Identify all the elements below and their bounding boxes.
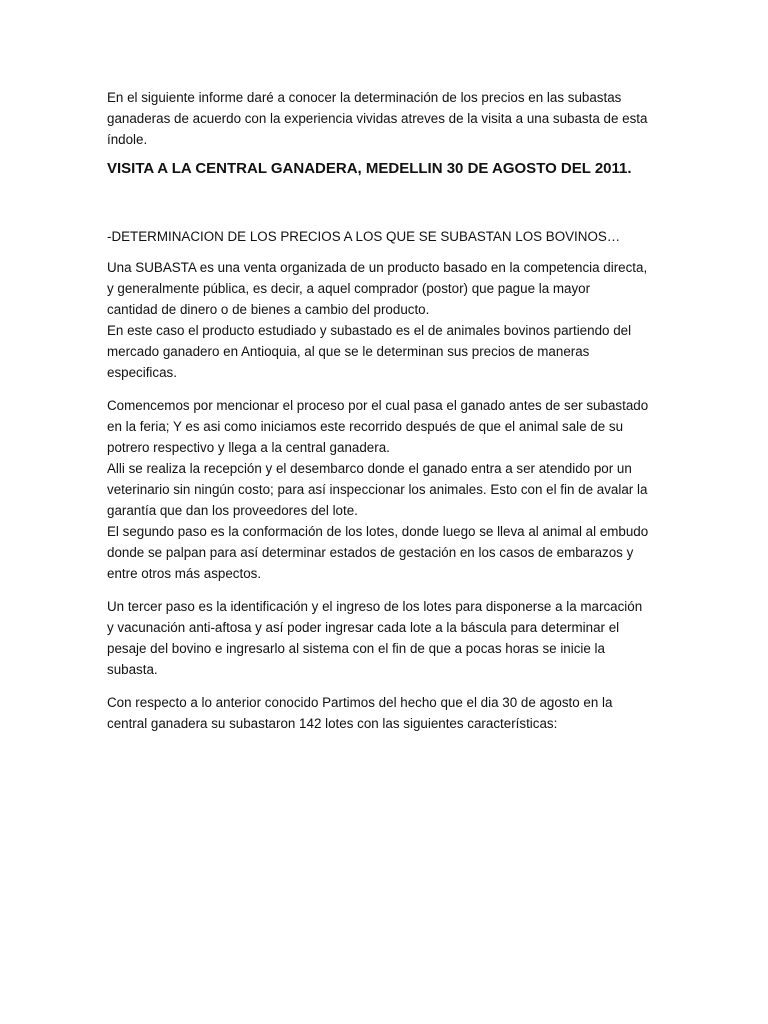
text-line: subasta. [107, 662, 158, 677]
text-line: En este caso el producto estudiado y subastado es el de animales bovinos partiendo del [107, 323, 632, 338]
text-line: El segundo paso es la conformación de los lotes, donde luego se lleva al animal al embudo [107, 524, 649, 539]
text-line: especificas. [107, 365, 177, 380]
text-line: ganaderas de acuerdo con la experiencia vividas atreves de la visita a una subasta de esta [107, 111, 648, 126]
document-page [107, 87, 667, 746]
paragraph-process [107, 395, 667, 584]
text-line: en la feria; Y es asi como iniciamos este recorrido después de que el animal sale de su [107, 419, 624, 434]
text-line: Con respecto a lo anterior conocido Partimos del hecho que el dia 30 de agosto en la [107, 695, 613, 710]
paragraph-lots [107, 692, 667, 734]
text-line: Un tercer paso es la identificación y el ingreso de los lotes para disponerse a la marcación [107, 599, 643, 614]
text-line: cantidad de dinero o de bienes a cambio del producto. [107, 302, 430, 317]
text-line: En el siguiente informe daré a conocer la determinación de los precios en las subastas [107, 90, 622, 105]
text-line: mercado ganadero en Antioquia, al que se le determinan sus precios de maneras [107, 344, 590, 359]
text-line: potrero respectivo y llega a la central ganadera. [107, 440, 390, 455]
text-line: pesaje del bovino e ingresarlo al sistema con el fin de que a pocas horas se inicie la [107, 641, 605, 656]
text-line: Una SUBASTA es una venta organizada de un producto basado en la competencia directa, [107, 260, 648, 275]
text-line: veterinario sin ningún costo; para así inspeccionar los animales. Esto con el fin de avalar la [107, 482, 648, 497]
text-line: y vacunación anti-aftosa y así poder ingresar cada lote a la báscula para determinar el [107, 620, 620, 635]
text-line: central ganadera su subastaron 142 lotes con las siguientes características: [107, 716, 558, 731]
paragraph-definition [107, 257, 667, 383]
document-heading: VISITA A LA CENTRAL GANADERA, MEDELLIN 30 DE AGOSTO DEL 2011. [107, 160, 632, 177]
text-line: y generalmente pública, es decir, a aquel comprador (postor) que pague la mayor [107, 281, 591, 296]
text-line: índole. [107, 132, 148, 147]
text-line: Comencemos por mencionar el proceso por el cual pasa el ganado antes de ser subastado [107, 398, 649, 413]
section-subheading: -DETERMINACION DE LOS PRECIOS A LOS QUE SE SUBASTAN LOS BOVINOS… [107, 229, 621, 244]
paragraph-third-step [107, 596, 667, 680]
text-line: garantía que dan los proveedores del lote. [107, 503, 358, 518]
text-line: donde se palpan para así determinar estados de gestación en los casos de embarazos y [107, 545, 634, 560]
intro-paragraph [107, 87, 667, 150]
text-line: Alli se realiza la recepción y el desembarco donde el ganado entra a ser atendido por un [107, 461, 632, 476]
text-line: entre otros más aspectos. [107, 566, 262, 581]
